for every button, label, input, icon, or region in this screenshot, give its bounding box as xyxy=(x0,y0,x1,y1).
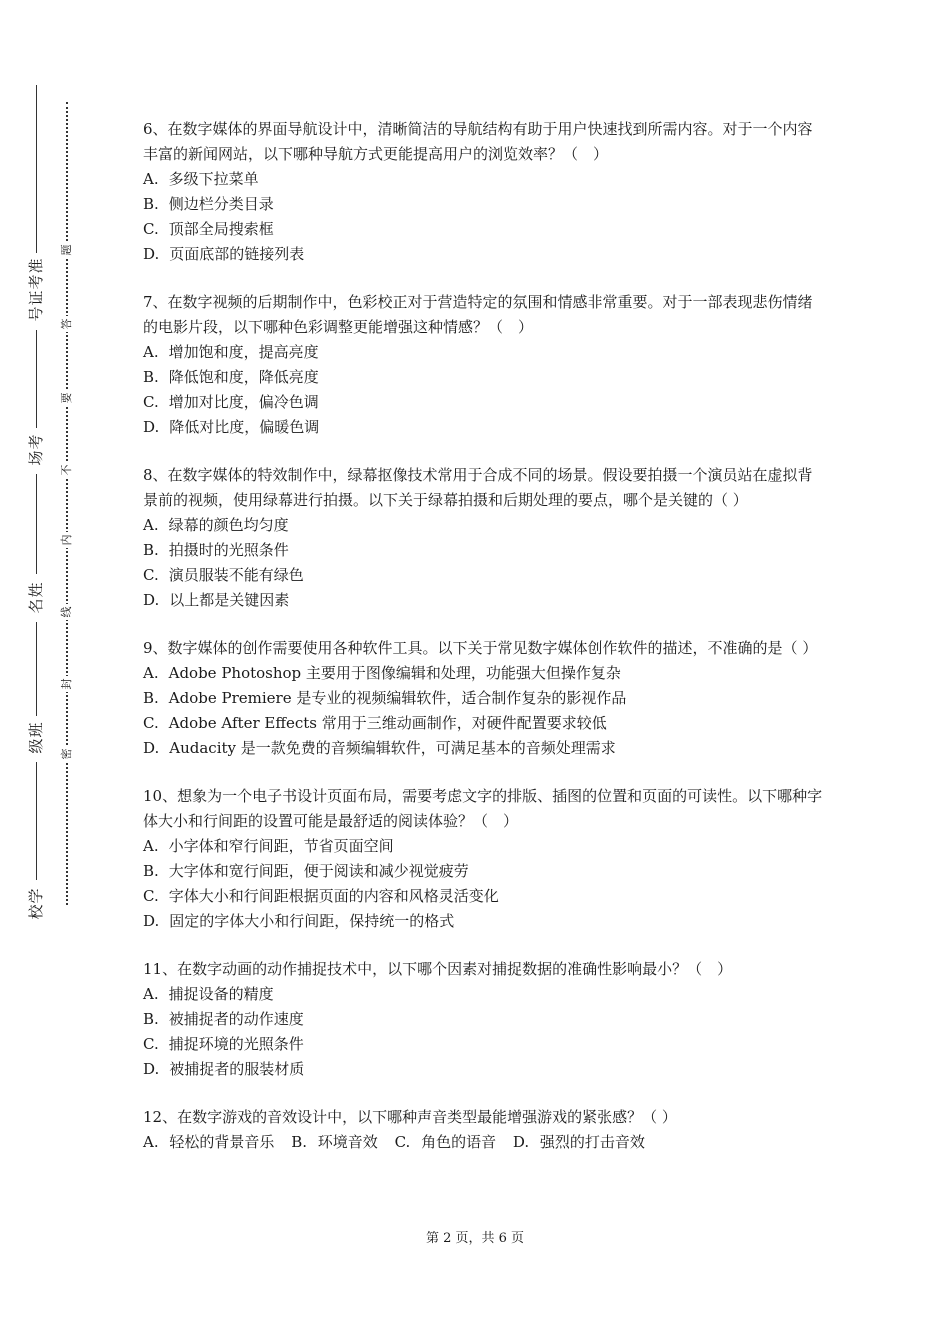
option-d: D. 以上都是关键因素 xyxy=(143,591,290,609)
binding-line xyxy=(36,474,37,574)
question-stem: 10、想象为一个电子书设计页面布局，需要考虑文字的排版、插图的位置和页面的可读性。以下哪种字体大小和行间距的设置可能是最舒适的阅读体验？（ ） xyxy=(143,787,823,830)
option-c: C. Adobe After Effects 常用于三维动画制作，对硬件配置要求较低 xyxy=(143,714,607,732)
exam-number-label: 准 考 证 号 xyxy=(27,258,45,322)
binding-margin xyxy=(0,0,80,1344)
inline-options xyxy=(143,1130,823,1155)
question-8 xyxy=(143,463,823,613)
school-label: 学 校 xyxy=(27,888,45,920)
option-b: B. 大字体和宽行间距，便于阅读和减少视觉疲劳 xyxy=(143,862,469,880)
option-d: D. 页面底部的链接列表 xyxy=(143,245,305,263)
option-a: A. 捕捉设备的精度 xyxy=(143,985,274,1003)
question-stem: 7、在数字视频的后期制作中，色彩校正对于营造特定的氛围和情感非常重要。对于一部表现悲伤情绪的电影片段，以下哪种色彩调整更能增强这种情感？（ ） xyxy=(143,293,813,336)
option-a: A. 小字体和窄行间距，节省页面空间 xyxy=(143,837,394,855)
option-c: C. 角色的语音 xyxy=(394,1133,497,1151)
seal-char: 线 xyxy=(59,604,75,620)
option-d: D. Audacity 是一款免费的音频编辑软件，可满足基本的音频处理需求 xyxy=(143,739,616,757)
option-a: A. Adobe Photoshop 主要用于图像编辑和处理，功能强大但操作复杂 xyxy=(143,664,621,682)
binding-line xyxy=(36,330,37,428)
option-c: C. 顶部全局搜索框 xyxy=(143,220,274,238)
page-footer: 第 2 页，共 6 页 xyxy=(425,1231,525,1246)
question-6 xyxy=(143,117,823,267)
question-stem: 8、在数字媒体的特效制作中，绿幕抠像技术常用于合成不同的场景。假设要拍摄一个演员站在虚拟背景前的视频，使用绿幕进行拍摄。以下关于绿幕拍摄和后期处理的要点，哪个是关键的（ ） xyxy=(143,466,813,509)
question-12 xyxy=(143,1105,823,1155)
seal-char: 封 xyxy=(59,676,75,692)
question-stem: 6、在数字媒体的界面导航设计中，清晰简洁的导航结构有助于用户快速找到所需内容。对于一个内容丰富的新闻网站，以下哪种导航方式更能提高用户的浏览效率？（ ） xyxy=(143,120,813,163)
question-7 xyxy=(143,290,823,440)
option-b: B. 降低饱和度，降低亮度 xyxy=(143,368,319,386)
seal-dotted-line xyxy=(66,102,68,905)
seal-char: 题 xyxy=(59,242,75,258)
option-a: A. 轻松的背景音乐 xyxy=(143,1133,275,1151)
question-11 xyxy=(143,957,823,1082)
seal-char: 内 xyxy=(59,532,75,548)
option-d: D. 固定的字体大小和行间距，保持统一的格式 xyxy=(143,912,455,930)
question-9 xyxy=(143,636,823,761)
option-b: B. 拍摄时的光照条件 xyxy=(143,541,289,559)
binding-line xyxy=(36,85,37,253)
option-b: B. 环境音效 xyxy=(291,1133,378,1151)
option-b: B. 被捕捉者的动作速度 xyxy=(143,1010,304,1028)
class-label: 班 级 xyxy=(27,722,45,754)
option-b: B. 侧边栏分类目录 xyxy=(143,195,274,213)
option-b: B. Adobe Premiere 是专业的视频编辑软件，适合制作复杂的影视作品 xyxy=(143,689,627,707)
question-10 xyxy=(143,784,823,934)
binding-line xyxy=(36,622,37,716)
option-a: A. 绿幕的颜色均匀度 xyxy=(143,516,289,534)
seal-char: 不 xyxy=(59,462,75,478)
option-c: C. 字体大小和行间距根据页面的内容和风格灵活变化 xyxy=(143,887,499,905)
option-d: D. 降低对比度，偏暖色调 xyxy=(143,418,320,436)
seal-char: 密 xyxy=(59,746,75,762)
name-label: 姓 名 xyxy=(27,582,45,614)
option-a: A. 多级下拉菜单 xyxy=(143,170,259,188)
question-stem: 12、在数字游戏的音效设计中，以下哪种声音类型最能增强游戏的紧张感？（ ） xyxy=(143,1108,677,1126)
option-c: C. 增加对比度，偏冷色调 xyxy=(143,393,319,411)
binding-line xyxy=(36,762,37,880)
question-stem: 9、数字媒体的创作需要使用各种软件工具。以下关于常见数字媒体创作软件的描述，不准确的是（ ） xyxy=(143,639,818,657)
seal-char: 要 xyxy=(59,390,75,406)
option-d: D. 被捕捉者的服装材质 xyxy=(143,1060,305,1078)
exam-room-label: 考 场 xyxy=(27,434,45,466)
option-c: C. 捕捉环境的光照条件 xyxy=(143,1035,304,1053)
option-c: C. 演员服装不能有绿色 xyxy=(143,566,304,584)
seal-char: 答 xyxy=(59,316,75,332)
option-a: A. 增加饱和度，提高亮度 xyxy=(143,343,319,361)
option-d: D. 强烈的打击音效 xyxy=(512,1133,645,1151)
question-list xyxy=(143,117,823,1178)
question-stem: 11、在数字动画的动作捕捉技术中，以下哪个因素对捕捉数据的准确性影响最小？（ ） xyxy=(143,960,733,978)
